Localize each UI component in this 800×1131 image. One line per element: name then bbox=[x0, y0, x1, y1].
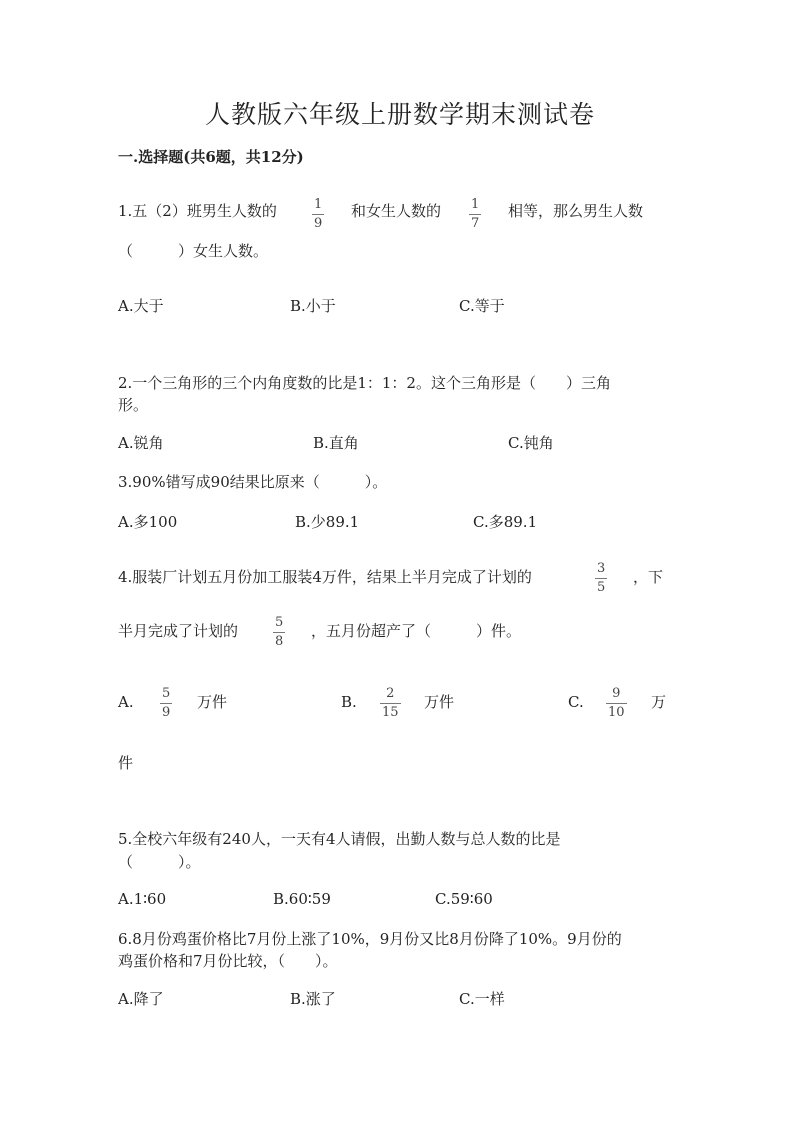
q5-option-b[interactable]: B.60∶59 bbox=[273, 890, 331, 908]
q4-option-c-unit: 万 bbox=[651, 693, 667, 711]
q4-fraction-2-numerator: 5 bbox=[275, 615, 284, 630]
q1-fraction-2-denominator: 7 bbox=[471, 216, 480, 231]
q4-text-c: 半月完成了计划的 bbox=[118, 622, 239, 640]
q4-option-c-label[interactable]: C. bbox=[568, 693, 584, 711]
q2-option-a[interactable]: A.锐角 bbox=[118, 434, 164, 452]
q2-option-c[interactable]: C.钝角 bbox=[508, 434, 554, 452]
q4-option-a-fraction bbox=[160, 687, 172, 720]
q5-option-a[interactable]: A.1∶60 bbox=[118, 890, 167, 908]
q5-option-c[interactable]: C.59∶60 bbox=[435, 890, 493, 908]
q2-line1: 2.一个三角形的三个内角度数的比是1：1：2。这个三角形是（ ）三角 bbox=[118, 374, 611, 392]
q1-line2: （ ）女生人数。 bbox=[118, 242, 269, 260]
q1-option-a[interactable]: A.大于 bbox=[118, 297, 164, 315]
q2-line2: 形。 bbox=[118, 396, 149, 414]
q6-option-b[interactable]: B.涨了 bbox=[290, 990, 336, 1008]
q6-option-a[interactable]: A.降了 bbox=[118, 990, 164, 1008]
q3-option-a[interactable]: A.多100 bbox=[118, 513, 178, 531]
q4-option-a-denominator: 9 bbox=[162, 705, 171, 720]
q4-option-b-label[interactable]: B. bbox=[341, 693, 357, 711]
q4-option-c-denominator: 10 bbox=[608, 705, 625, 720]
q4-fraction-1 bbox=[595, 562, 607, 595]
q4-option-c-numerator: 9 bbox=[612, 686, 621, 701]
q1-fraction-1 bbox=[312, 198, 324, 231]
q5-line1: 5.全校六年级有240人，一天有4人请假，出勤人数与总人数的比是 bbox=[118, 830, 561, 848]
q3-line1: 3.90%错写成90结果比原来（ ）。 bbox=[118, 473, 388, 491]
q1-fraction-2-numerator: 1 bbox=[471, 197, 480, 212]
q4-fraction-2 bbox=[273, 616, 285, 649]
q6-option-c[interactable]: C.一样 bbox=[459, 990, 505, 1008]
q6-line1: 6.8月份鸡蛋价格比7月份上涨了10%，9月份又比8月份降了10%。9月份的 bbox=[118, 930, 622, 948]
q1-text-b: 和女生人数的 bbox=[351, 202, 442, 220]
section-heading: 一.选择题(共6题，共12分) bbox=[118, 148, 304, 166]
q4-text-d: ，五月份超产了（ ）件。 bbox=[311, 622, 522, 640]
q4-option-b-numerator: 2 bbox=[386, 686, 395, 701]
q4-text-b: ，下 bbox=[633, 568, 664, 586]
q1-fraction-1-numerator: 1 bbox=[314, 197, 323, 212]
q4-option-b-fraction bbox=[380, 687, 401, 720]
page-title: 人教版六年级上册数学期末测试卷 bbox=[204, 100, 595, 129]
q1-fraction-1-denominator: 9 bbox=[314, 216, 323, 231]
q1-text-c: 相等，那么男生人数 bbox=[508, 202, 644, 220]
q1-fraction-2 bbox=[469, 198, 481, 231]
q4-option-c-fraction bbox=[606, 687, 627, 720]
q4-text-a: 4.服装厂计划五月份加工服装4万件，结果上半月完成了计划的 bbox=[118, 568, 532, 586]
q6-line2: 鸡蛋价格和7月份比较，（ ）。 bbox=[118, 952, 338, 970]
q4-option-b-denominator: 15 bbox=[382, 705, 399, 720]
q1-option-c[interactable]: C.等于 bbox=[459, 297, 505, 315]
q4-option-a-unit: 万件 bbox=[197, 693, 228, 711]
q1-text-a: 1.五（2）班男生人数的 bbox=[118, 202, 277, 220]
q4-fraction-1-denominator: 5 bbox=[597, 580, 606, 595]
q4-option-c-wrap: 件 bbox=[118, 754, 134, 772]
q4-option-a-numerator: 5 bbox=[162, 686, 171, 701]
q4-fraction-2-denominator: 8 bbox=[275, 634, 284, 649]
q3-option-b[interactable]: B.少89.1 bbox=[295, 513, 360, 531]
q4-option-a-label[interactable]: A. bbox=[118, 693, 134, 711]
q1-option-b[interactable]: B.小于 bbox=[290, 297, 336, 315]
q4-fraction-1-numerator: 3 bbox=[597, 561, 606, 576]
q4-option-b-unit: 万件 bbox=[424, 693, 455, 711]
q3-option-c[interactable]: C.多89.1 bbox=[473, 513, 538, 531]
q5-line2: （ ）。 bbox=[118, 853, 201, 871]
q2-option-b[interactable]: B.直角 bbox=[313, 434, 359, 452]
